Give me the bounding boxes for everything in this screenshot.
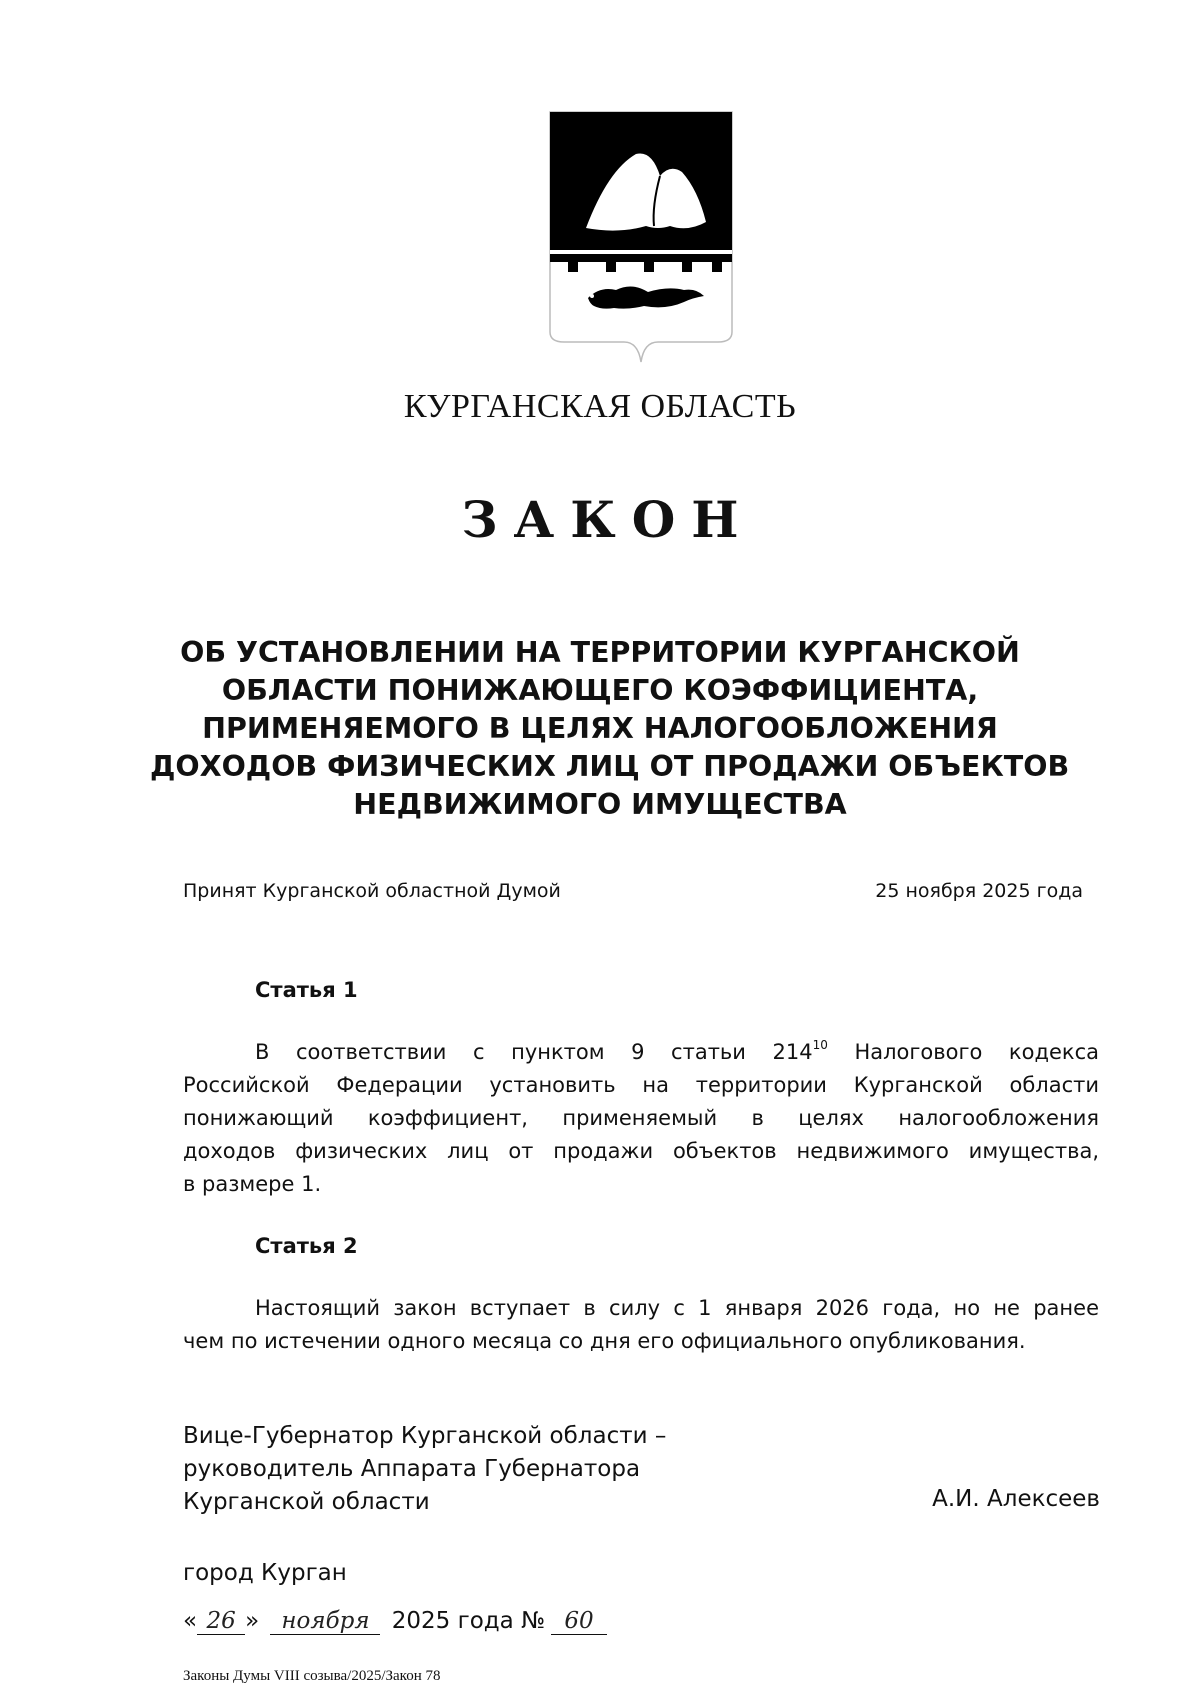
- signer-name: А.И. Алексеев: [932, 1486, 1100, 1512]
- position-line: Курганской области: [183, 1489, 430, 1515]
- law-title: [150, 634, 1070, 824]
- law-title-line: ОБ УСТАНОВЛЕНИИ НА ТЕРРИТОРИИ КУРГАНСКОЙ: [180, 636, 1020, 669]
- document-footer: Законы Думы VIII созыва/2025/Закон 78: [183, 1668, 441, 1684]
- law-title-line: НЕДВИЖИМОГО ИМУЩЕСТВА: [353, 788, 847, 821]
- article-2-line: чем по истечении одного месяца со дня его официального опубликования.: [183, 1329, 1026, 1353]
- article-1-line: доходов физических лиц от продажи объектов недвижимого имущества,: [183, 1139, 1099, 1163]
- position-line: руководитель Аппарата Губернатора: [183, 1456, 641, 1482]
- place-of-signing: город Курган: [183, 1560, 347, 1586]
- article-2-line: Настоящий закон вступает в силу с 1 января 2026 года, но не ранее: [255, 1296, 1099, 1320]
- article-1-heading: Статья 1: [255, 978, 358, 1002]
- region-name: КУРГАНСКАЯ ОБЛАСТЬ: [403, 388, 797, 425]
- article-1-line-start: В соответствии с пунктом 9 статьи 214: [255, 1040, 813, 1064]
- quote-open: «: [183, 1608, 198, 1634]
- law-title-line: ДОХОДОВ ФИЗИЧЕСКИХ ЛИЦ ОТ ПРОДАЖИ ОБЪЕКТОВ: [150, 750, 1070, 783]
- article-number-superscript: 10: [812, 1038, 828, 1052]
- coat-of-arms-emblem: [548, 110, 734, 370]
- article-1-text: [183, 1036, 1099, 1201]
- coat-of-arms-icon: [548, 110, 734, 370]
- article-1-line: в размере 1.: [183, 1172, 322, 1196]
- adopted-date: 25 ноября 2025 года: [875, 880, 1083, 902]
- enactment-date-number: [183, 1608, 607, 1635]
- adoption-line: [183, 880, 1083, 902]
- year-and-number-label: 2025 года №: [391, 1608, 546, 1634]
- article-1-line: Российской Федерации установить на территории Курганской области: [183, 1073, 1099, 1097]
- adopted-by: Принят Курганской областной Думой: [183, 880, 561, 902]
- law-title-line: ПРИМЕНЯЕМОГО В ЦЕЛЯХ НАЛОГООБЛОЖЕНИЯ: [202, 712, 998, 745]
- article-2-heading: Статья 2: [255, 1234, 358, 1258]
- signatory-position: [183, 1420, 666, 1519]
- article-2-text: [183, 1292, 1099, 1358]
- handwritten-month: ноября: [270, 1608, 380, 1635]
- article-1-line: [183, 1036, 1099, 1069]
- handwritten-day: 26: [197, 1608, 245, 1635]
- document-type: ЗАКОН: [461, 490, 755, 549]
- law-title-line: ОБЛАСТИ ПОНИЖАЮЩЕГО КОЭФФИЦИЕНТА,: [221, 674, 979, 707]
- position-line: Вице-Губернатор Курганской области –: [183, 1423, 667, 1449]
- article-1-line-end: Налогового кодекса: [827, 1040, 1099, 1064]
- handwritten-law-number: 60: [551, 1608, 607, 1635]
- quote-close: »: [245, 1608, 260, 1634]
- article-1-line: понижающий коэффициент, применяемый в целях налогообложения: [183, 1106, 1099, 1130]
